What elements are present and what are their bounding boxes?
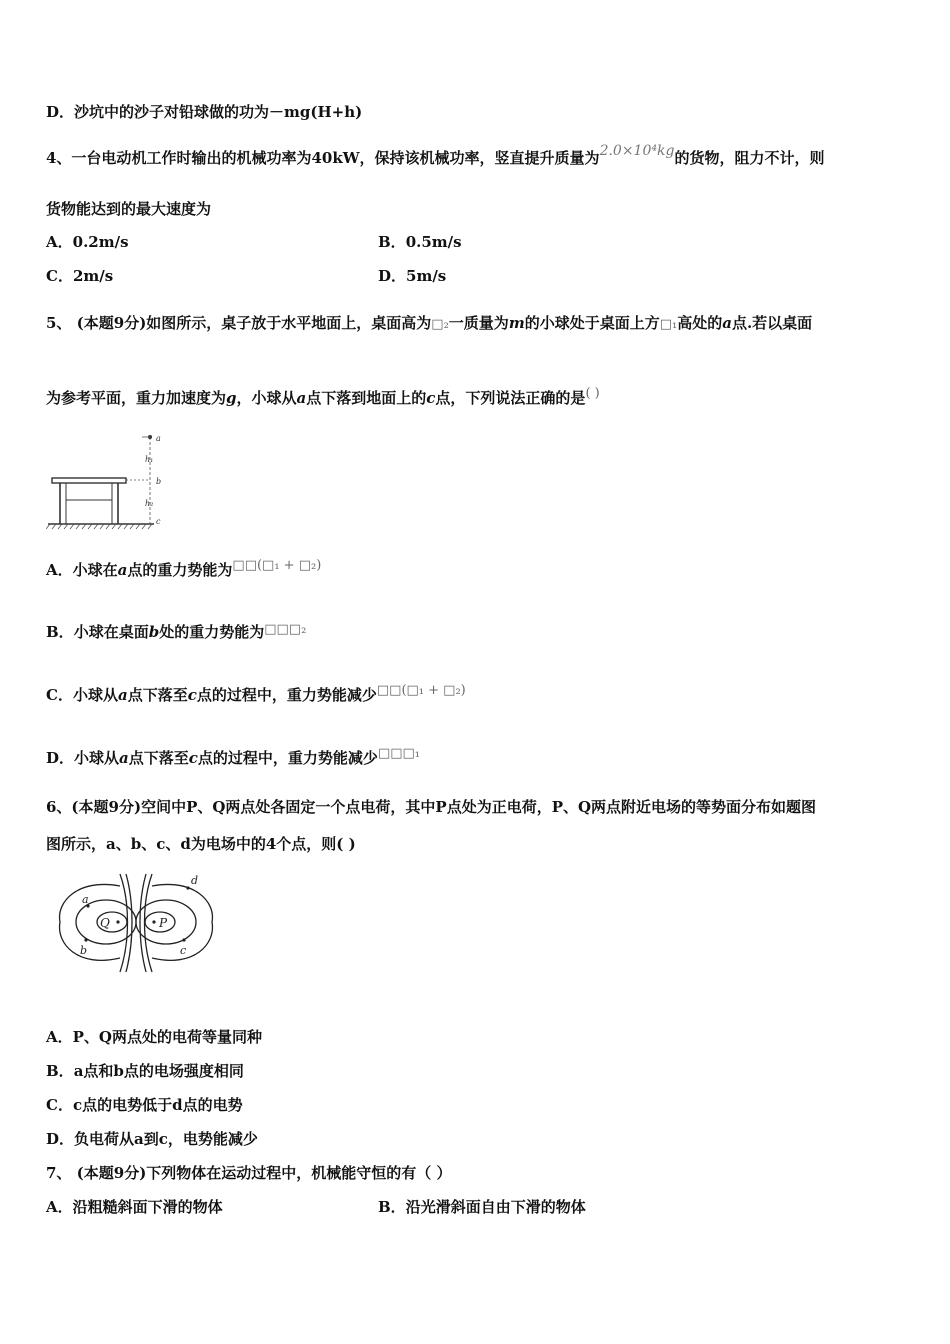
- q5-option-d: [46, 748, 420, 770]
- fig-label-b: b: [156, 477, 162, 486]
- q4-stem-line2: 货物能达到的最大速度为: [46, 200, 212, 218]
- option-label: B．: [46, 623, 74, 641]
- q4-suffix: 的货物，阻力不计，则: [674, 149, 825, 167]
- option-text: 0.5m/s: [405, 233, 462, 251]
- q5-h2-formula: □₂: [431, 317, 449, 332]
- option-text: 点下落至: [127, 686, 188, 704]
- q5-option-c: [46, 685, 466, 707]
- option-var: c: [188, 749, 198, 767]
- option-text: 沙坑中的沙子对铅球做的功为－mg(H+h): [74, 103, 363, 121]
- option-var: c: [187, 686, 197, 704]
- option-label: D．: [46, 749, 75, 767]
- table-figure: [46, 432, 176, 532]
- option-text: 0.2m/s: [72, 233, 129, 251]
- option-text: 沿粗糙斜面下滑的物体: [72, 1198, 223, 1216]
- option-text: 5m/s: [406, 267, 447, 285]
- q7-stem: 7、 (本题9分)下列物体在运动过程中，机械能守恒的有（ ）: [46, 1164, 452, 1182]
- option-label: A．: [46, 1198, 73, 1216]
- q4-option-a: [46, 232, 129, 252]
- option-text: 小球从: [74, 749, 120, 767]
- option-label: C．: [46, 686, 73, 704]
- q5-stem-line1: [46, 313, 812, 335]
- option-text: 点的重力势能为: [127, 561, 233, 579]
- option-label: B．: [378, 1198, 406, 1216]
- option-label: C．: [46, 267, 73, 285]
- fig-label-c: c: [156, 517, 161, 526]
- option-text: 点的过程中，重力势能减少: [197, 749, 378, 767]
- option-text: 处的重力势能为: [159, 623, 265, 641]
- option-text: 小球在: [72, 561, 118, 579]
- option-label: D．: [46, 103, 75, 121]
- fig-label-h1: h₁: [145, 455, 154, 464]
- q5-answer-paren: ( ): [585, 386, 600, 401]
- q5-option-b: [46, 622, 306, 644]
- option-formula: □□(□₁ + □₂): [376, 683, 466, 698]
- q5-var-a: a: [722, 314, 732, 332]
- q4-option-c: [46, 266, 113, 286]
- fig-label-P: P: [159, 916, 168, 930]
- fig-label-a: a: [156, 434, 161, 443]
- option-label: A．: [46, 233, 73, 251]
- q4-option-b: [378, 232, 462, 252]
- q5-h1-formula: □₁: [659, 317, 678, 332]
- q5-var-c: c: [426, 389, 436, 407]
- q6-stem-line2: 图所示，a、b、c、d为电场中的4个点，则( ): [46, 835, 356, 853]
- option-text: 小球在桌面: [73, 623, 149, 641]
- option-text: 负电荷从a到c，电势能减少: [74, 1130, 258, 1148]
- q5-text: 点.若以桌面: [731, 314, 813, 332]
- q5-var-g: g: [226, 389, 237, 407]
- q6-option-a: [46, 1027, 262, 1047]
- q6-option-b: [46, 1061, 244, 1081]
- fig-label-b: b: [80, 944, 88, 957]
- q5-text: 一质量为: [448, 314, 509, 332]
- option-label: B．: [378, 233, 406, 251]
- option-text: a点和b点的电场强度相同: [73, 1062, 244, 1080]
- fig-label-c: c: [180, 944, 187, 957]
- q7-option-a: [46, 1197, 223, 1217]
- option-label: A．: [46, 561, 73, 579]
- option-formula: □□□₂: [264, 622, 307, 637]
- q4-option-d: [378, 266, 446, 286]
- fig-label-h2: h₂: [145, 499, 154, 508]
- option-label: D．: [378, 267, 407, 285]
- option-var: a: [117, 686, 128, 704]
- option-var: a: [117, 561, 128, 579]
- option-text: c点的电势低于d点的电势: [72, 1096, 243, 1114]
- fig-label-d: d: [191, 874, 199, 887]
- q5-option-a: [46, 560, 321, 582]
- q5-text: ，小球从: [236, 389, 297, 407]
- option-label: A．: [46, 1028, 73, 1046]
- q5-text: 高处的: [677, 314, 723, 332]
- option-var: a: [119, 749, 129, 767]
- option-text: P、Q两点处的电荷等量同种: [72, 1028, 262, 1046]
- option-text: 小球从: [72, 686, 118, 704]
- option-label: D．: [46, 1130, 75, 1148]
- q5-var-m: m: [508, 314, 525, 332]
- option-formula: □□(□₁ + □₂): [232, 558, 322, 573]
- q4-mass-formula: 2.0×10⁴kg: [599, 143, 675, 159]
- equipotential-figure: [56, 872, 216, 976]
- q5-text: 的小球处于桌面上方: [524, 314, 660, 332]
- option-formula: □□□₁: [377, 746, 420, 761]
- q7-option-b: [378, 1197, 586, 1217]
- q6-option-d: [46, 1129, 258, 1149]
- option-text: 2m/s: [72, 267, 114, 285]
- q5-var-a: a: [296, 389, 307, 407]
- option-d-prev: [46, 102, 362, 122]
- q5-text: 为参考平面，重力加速度为: [46, 389, 227, 407]
- q5-text: 5、 (本题9分)如图所示，桌子放于水平地面上，桌面高为: [46, 314, 432, 332]
- option-text: 沿光滑斜面自由下滑的物体: [405, 1198, 586, 1216]
- option-label: B．: [46, 1062, 74, 1080]
- q4-prefix: 4、一台电动机工作时输出的机械功率为40kW，保持该机械功率，竖直提升质量为: [46, 149, 600, 167]
- q5-stem-line2: [46, 388, 600, 410]
- q4-stem-line1: [46, 143, 825, 169]
- q5-text: 点下落到地面上的: [306, 389, 427, 407]
- fig-label-a: a: [82, 893, 89, 906]
- option-var: b: [148, 623, 160, 641]
- q6-stem-line1: 6、(本题9分)空间中P、Q两点处各固定一个点电荷，其中P点处为正电荷，P、Q两点附近电场的等势面分布如题图: [46, 798, 817, 816]
- option-text: 点的过程中，重力势能减少: [196, 686, 377, 704]
- option-text: 点下落至: [128, 749, 189, 767]
- option-label: C．: [46, 1096, 73, 1114]
- q5-text: 点，下列说法正确的是: [435, 389, 586, 407]
- q6-option-c: [46, 1095, 243, 1115]
- fig-label-Q: Q: [100, 916, 110, 930]
